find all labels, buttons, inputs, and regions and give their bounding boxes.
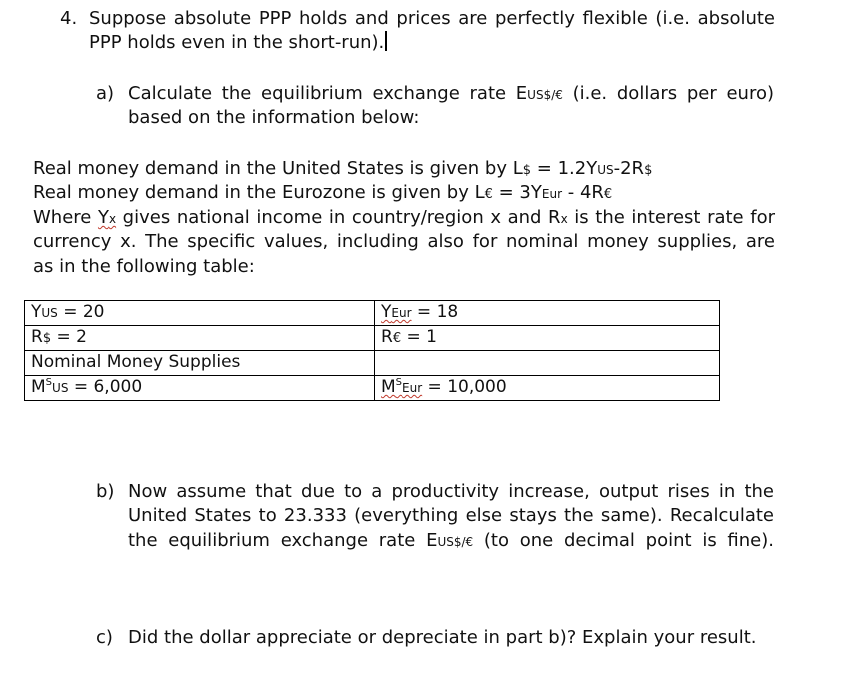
part-b-label: b) xyxy=(96,481,115,502)
where-line: Where Yx gives national income in country/region x and Rx is the interest rate for xyxy=(33,207,775,228)
part-c-label: c) xyxy=(96,627,113,648)
part-b-line-1: Now assume that due to a productivity increase, output rises in the xyxy=(128,481,774,502)
table-cell-empty xyxy=(375,351,720,376)
part-b-line-2: United States to 23.333 (everything else stays the same). Recalculate xyxy=(128,505,774,526)
table-row xyxy=(25,326,720,351)
question-line-2: PPP holds even in the short-run). xyxy=(89,31,387,55)
table-cell-ms-eur: $M^SEur = 10,000$ xyxy=(375,376,720,401)
table-cell-y-eur: YEur = 18 xyxy=(375,301,720,326)
table-cell-r-dollar: R$ = 2 xyxy=(25,326,375,351)
table-row xyxy=(25,301,720,326)
eu-money-demand: Real money demand in the Eurozone is given by L€ = 3YEur - 4R€ xyxy=(33,182,613,203)
part-a-line-1: Calculate the equilibrium exchange rate EUS$/€ (i.e. dollars per euro) xyxy=(128,83,774,104)
table-cell-nominal-heading: Nominal Money Supplies xyxy=(25,351,375,376)
part-c-text: Did the dollar appreciate or depreciate in part b)? Explain your result. xyxy=(128,627,757,648)
text-cursor xyxy=(385,31,387,51)
part-a-label: a) xyxy=(96,83,115,104)
info-line-5: as in the following table: xyxy=(33,256,255,277)
table-row xyxy=(25,351,720,376)
table-cell-ms-us: $M^SUS = 6,000$ xyxy=(25,376,375,401)
info-line-4: currency x. The specific values, including also for nominal money supplies, are xyxy=(33,231,775,252)
question-number: 4. xyxy=(60,8,78,29)
question-line-1: Suppose absolute PPP holds and prices are perfectly flexible (i.e. absolute xyxy=(89,8,775,29)
us-money-demand: Real money demand in the United States is given by L$ = 1.2YUS-2R$ xyxy=(33,158,653,179)
table-cell-y-us: YUS = 20 xyxy=(25,301,375,326)
table-cell-r-euro: R€ = 1 xyxy=(375,326,720,351)
values-table xyxy=(24,300,720,401)
part-a-line-2: based on the information below: xyxy=(128,107,420,128)
table-row xyxy=(25,376,720,401)
part-b-line-3: the equilibrium exchange rate EUS$/€ (to one decimal point is fine). xyxy=(128,530,774,551)
